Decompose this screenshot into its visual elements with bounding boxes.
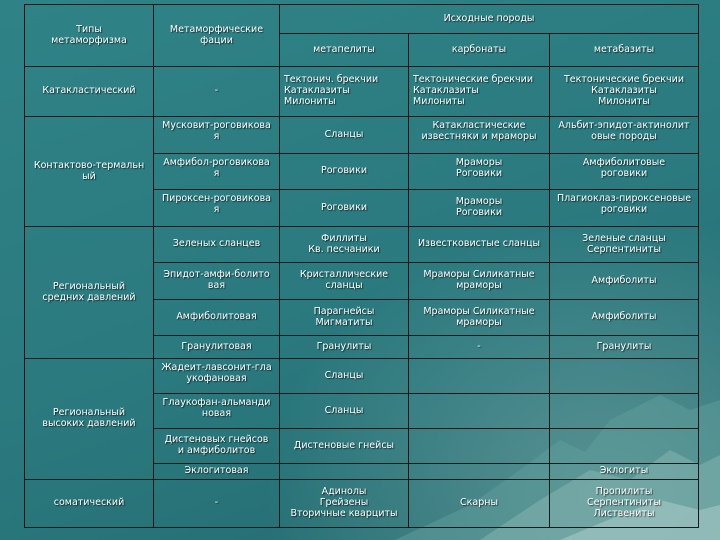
carbonates-cell <box>409 359 550 394</box>
metabasites-cell: Тектонические брекчии Катаклазиты Милониты <box>550 67 699 117</box>
facies-cell: Жадеит-лавсонит-гла укофановая <box>154 359 280 394</box>
facies-cell: - <box>154 67 280 117</box>
type-cataclastic: Катакластический <box>25 67 154 117</box>
metamorphism-table <box>24 4 699 528</box>
metapelites-cell: Сланцы <box>280 117 409 154</box>
facies-cell: Эпидот-амфи-болито вая <box>154 263 280 300</box>
metapelites-cell: Тектонич. брекчии Катаклазиты Милониты <box>280 67 409 117</box>
header-carbonates: карбонаты <box>409 34 550 67</box>
header-types: Типы метаморфизма <box>25 5 154 67</box>
carbonates-cell: Мраморы Роговики <box>409 154 550 190</box>
header-metapelites: метапелиты <box>280 34 409 67</box>
facies-cell: Зеленых сланцев <box>154 227 280 263</box>
metapelites-cell: Роговики <box>280 190 409 227</box>
metapelites-cell: Дистеновые гнейсы <box>280 429 409 464</box>
metabasites-cell: Амфиболиты <box>550 263 699 300</box>
carbonates-cell: Катакластические известняки и мраморы <box>409 117 550 154</box>
metabasites-cell: Амфиболиты <box>550 300 699 336</box>
metapelites-cell <box>280 464 409 480</box>
facies-cell: Мусковит-роговикова я <box>154 117 280 154</box>
facies-cell: Глаукофан-альманди новая <box>154 394 280 429</box>
type-metasomatic: соматический <box>25 479 154 527</box>
metabasites-cell: Гранулиты <box>550 336 699 359</box>
facies-cell: Пироксен-роговикова я <box>154 190 280 227</box>
metapelites-cell: Сланцы <box>280 394 409 429</box>
metabasites-cell <box>550 359 699 394</box>
header-metabasites: метабазиты <box>550 34 699 67</box>
header-source-rocks: Исходные породы <box>280 5 699 34</box>
metabasites-cell: Эклогиты <box>550 464 699 480</box>
metabasites-cell: Амфиболитовые роговики <box>550 154 699 190</box>
type-regional-high: Региональный высоких давлений <box>25 359 154 480</box>
metapelites-cell: Гранулиты <box>280 336 409 359</box>
carbonates-cell: Мраморы Силикатные мраморы <box>409 263 550 300</box>
carbonates-cell: Мраморы Роговики <box>409 190 550 227</box>
type-regional-medium: Региональный средних давлений <box>25 227 154 359</box>
facies-cell: - <box>154 479 280 527</box>
metapelites-cell: Сланцы <box>280 359 409 394</box>
carbonates-cell <box>409 464 550 480</box>
metabasites-cell: Зеленые сланцы Серпентиниты <box>550 227 699 263</box>
carbonates-cell: Скарны <box>409 479 550 527</box>
carbonates-cell <box>409 394 550 429</box>
facies-cell: Дистеновых гнейсов и амфиболитов <box>154 429 280 464</box>
type-contact-thermal: Контактово-термальн ый <box>25 117 154 227</box>
metabasites-cell: Пропилиты Серпентиниты Листвениты <box>550 479 699 527</box>
facies-cell: Гранулитовая <box>154 336 280 359</box>
metapelites-cell: Парагнейсы Мигматиты <box>280 300 409 336</box>
carbonates-cell: Тектонические брекчии Катаклазиты Милониты <box>409 67 550 117</box>
facies-cell: Эклогитовая <box>154 464 280 480</box>
carbonates-cell <box>409 429 550 464</box>
carbonates-cell: Известковистые сланцы <box>409 227 550 263</box>
carbonates-cell: Мраморы Силикатные мраморы <box>409 300 550 336</box>
metabasites-cell <box>550 394 699 429</box>
metapelites-cell: Кристаллические сланцы <box>280 263 409 300</box>
metapelites-cell: Роговики <box>280 154 409 190</box>
carbonates-cell: - <box>409 336 550 359</box>
metabasites-cell <box>550 429 699 464</box>
metabasites-cell: Плагиоклаз-пироксеновые роговики <box>550 190 699 227</box>
header-facies: Метаморфические фации <box>154 5 280 67</box>
facies-cell: Амфибол-роговикова я <box>154 154 280 190</box>
metapelites-cell: Филлиты Кв. песчаники <box>280 227 409 263</box>
facies-cell: Амфиболитовая <box>154 300 280 336</box>
metabasites-cell: Альбит-эпидот-актинолит овые породы <box>550 117 699 154</box>
metapelites-cell: Адинолы Грейзены Вторичные кварциты <box>280 479 409 527</box>
